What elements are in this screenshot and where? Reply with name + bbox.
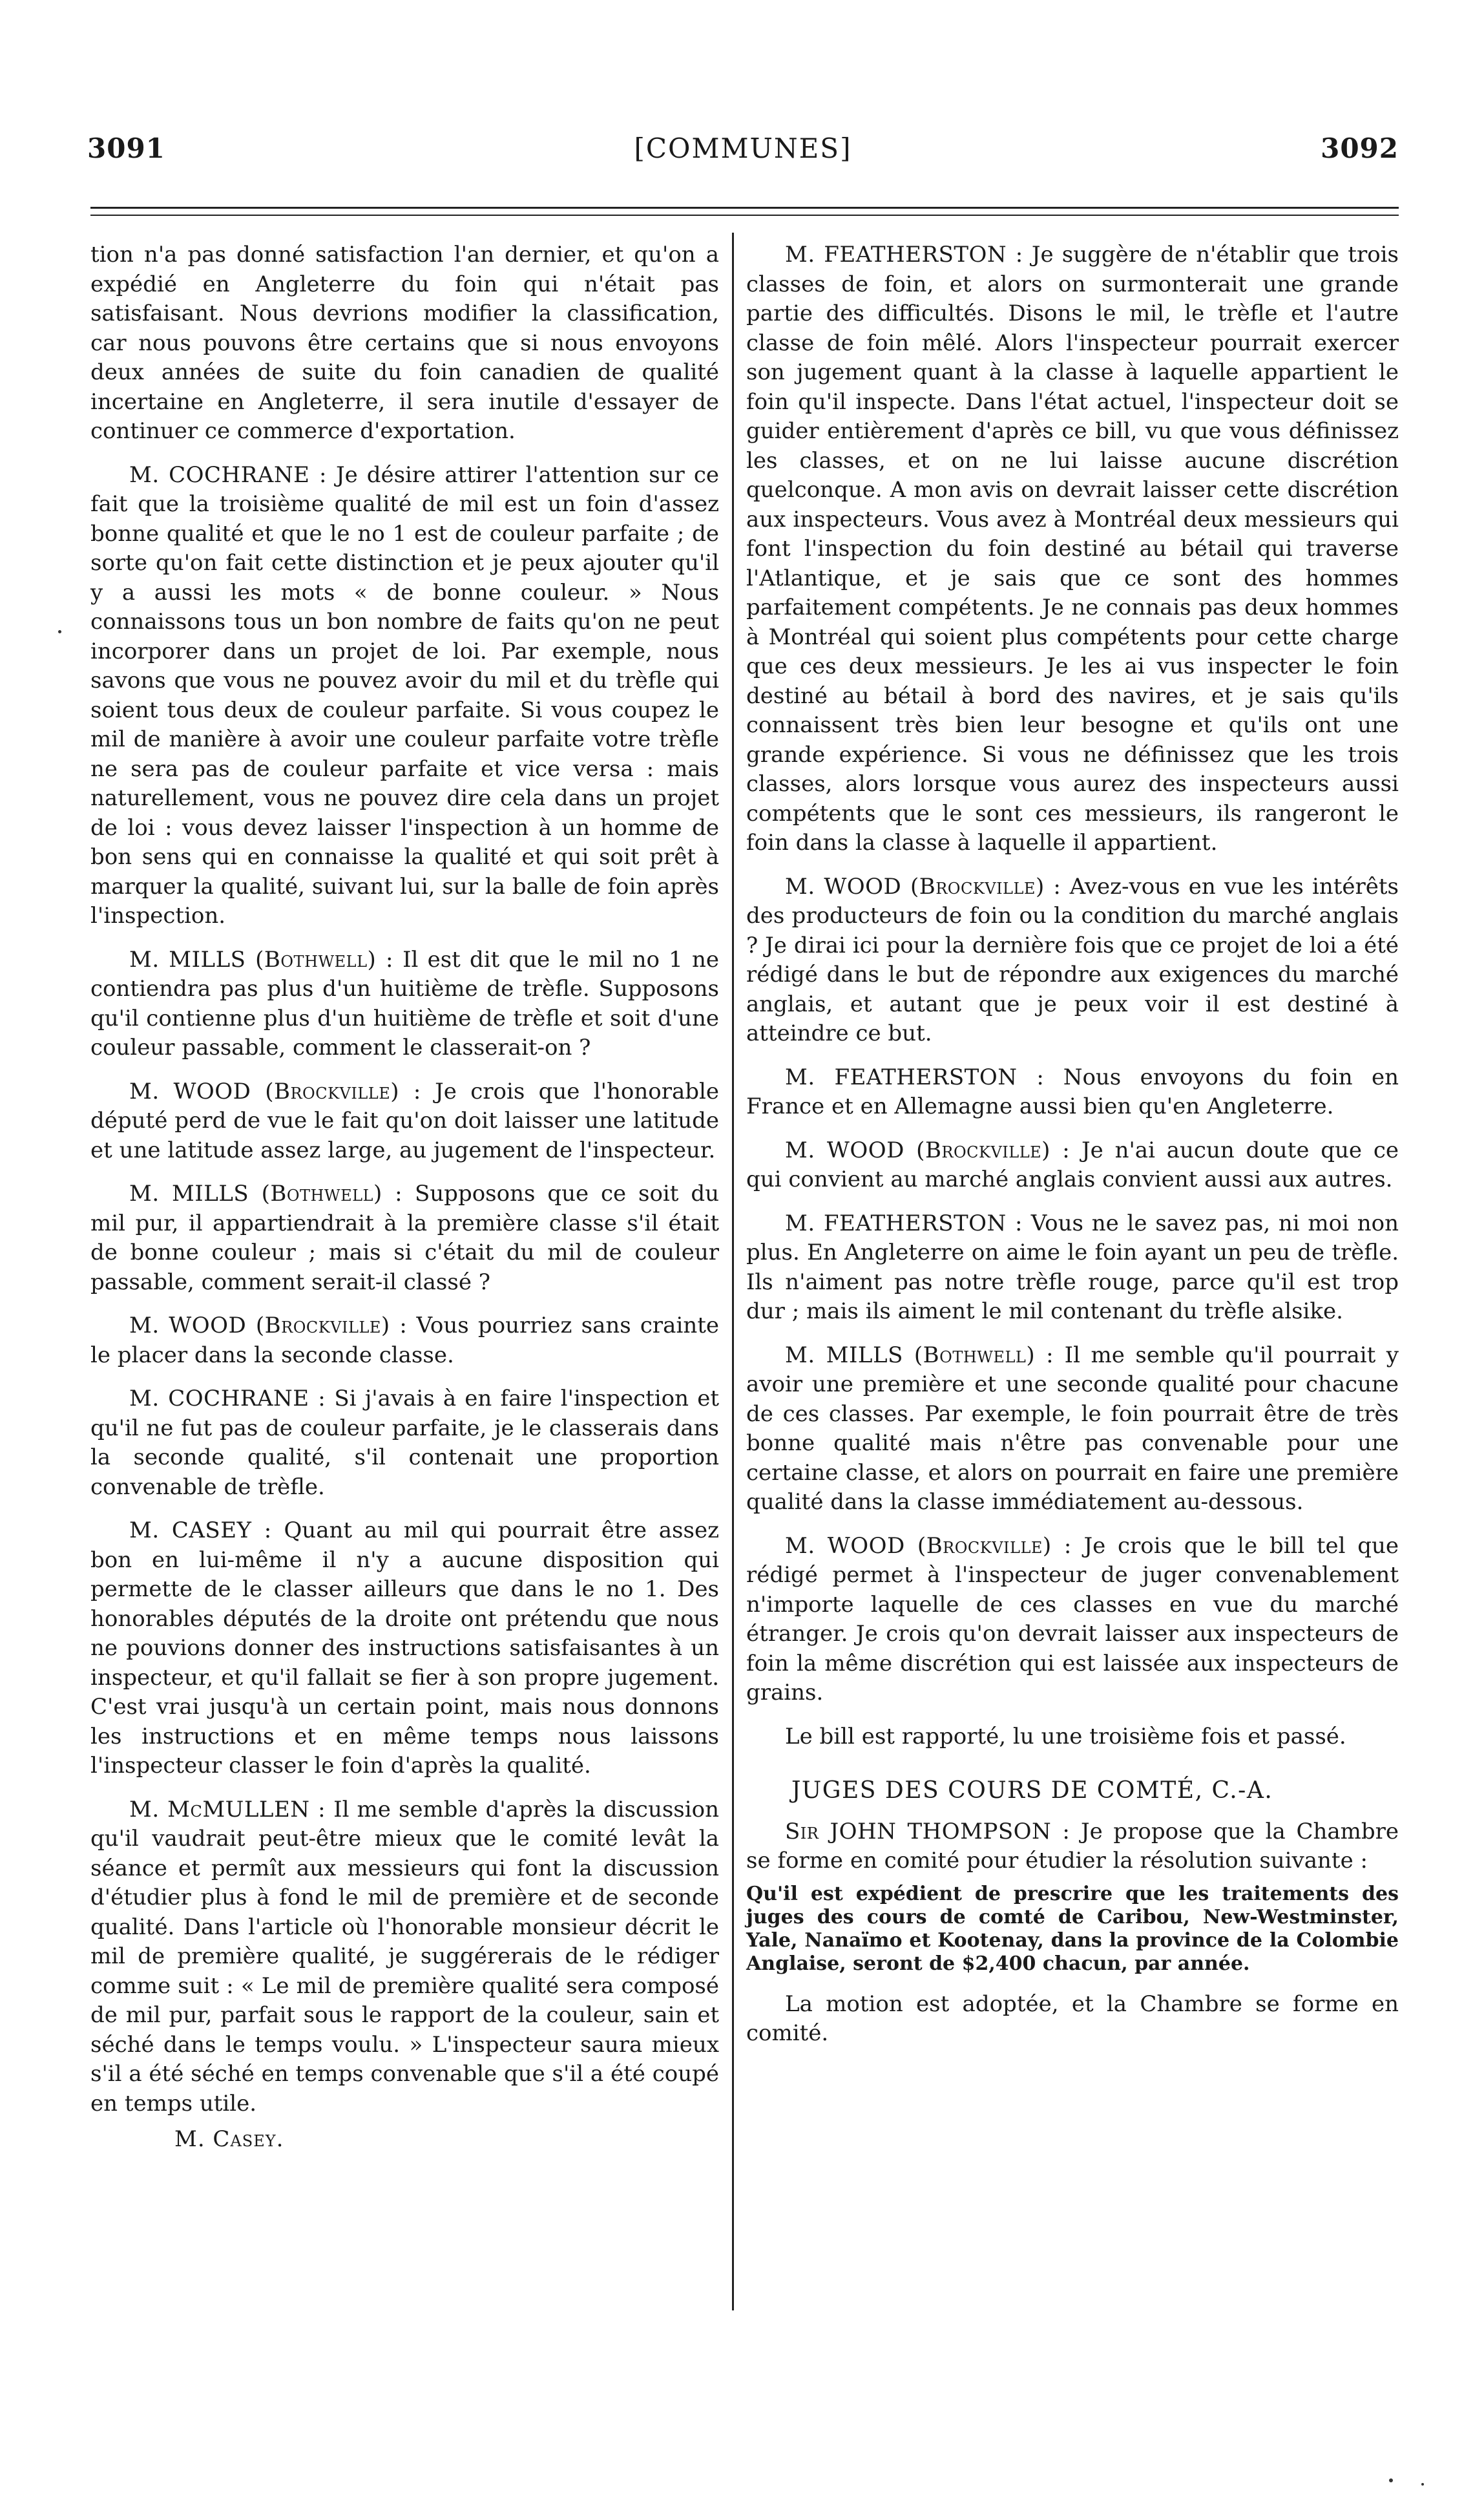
speech (90, 1795, 719, 2119)
speaker-name: M. CASEY : (129, 1517, 272, 1543)
speaker-name: M. WOOD (Brockville) : (129, 1313, 408, 1338)
speech-text: Supposons que ce soit du mil pur, il appartiendrait à la première classe s'il était de bonne couleur ; mais si c'était du mil de couleur passable, comment serait-il classé ? (90, 1181, 720, 1295)
speaker-name: Sir JOHN THOMPSON : (785, 1818, 1071, 1844)
speech (90, 1179, 719, 1297)
speech (746, 872, 1399, 1049)
speech (746, 1341, 1399, 1517)
speech-text: Je propose que la Chambre se forme en comité pour étudier la résolution suivante : (746, 1818, 1399, 1874)
speech (90, 1516, 719, 1781)
header-rule-top (90, 207, 1399, 209)
speech-text: Il me semble qu'il pourrait y avoir une première et une seconde qualité pour chacune de ces classes. Par exemple, le foin pourrait être de très bonne qualité mais n'être pas convenable pour une certaine classe, et alors on pourrait en faire une première qualité dans la classe immédiatement au-dessous. (746, 1342, 1399, 1515)
running-title: [COMMUNES] (634, 132, 852, 164)
speech-text: Je crois que le bill tel que rédigé permet à l'inspecteur de juger convenablement n'importe laquelle de ces classes en vue du marché étranger. Je crois qu'on devrait laisser aux inspecteurs de foin la même discrétion qui est laissée aux inspecteurs de grains. (746, 1532, 1399, 1706)
speaker-name: M. FEATHERSTON : (785, 1210, 1023, 1236)
signature: M. Casey. (174, 2126, 284, 2152)
section-title: JUGES DES COURS DE COMTÉ, C.-A. (791, 1777, 1273, 1804)
speaker-name: M. FEATHERSTON : (785, 242, 1023, 268)
speech-text: Avez-vous en vue les intérêts des producteurs de foin ou la condition du marché anglais ? Je dirai ici pour la dernière fois que ce projet de loi a été rédigé dans le but de répondre aux exigences du marché anglais, et autant que je peux voir il est destiné à atteindre ce but. (746, 873, 1399, 1046)
motion-adopted-note: La motion est adoptée, et la Chambre se forme en comité. (746, 1991, 1399, 2046)
speech-text: Il est dit que le mil no 1 ne contiendra pas plus d'un huitième de trèfle. Supposons qu'il contienne plus d'un huitième de trèfle et soit d'une couleur passable, comment le classerait-on ? (90, 946, 719, 1061)
speech (746, 1817, 1399, 1876)
column-divider (732, 233, 734, 2310)
speech (90, 1077, 719, 1166)
speech-text: Il me semble d'après la discussion qu'il vaudrait peut-être mieux que le comité levât la séance et permît aux messieurs qui font la discussion d'étudier plus à fond le mil de première et de seconde qualité. Dans l'article où l'honorable monsieur décrit le mil de première qualité, je suggérerais de le rédiger comme suit : « Le mil de première qualité sera composé de mil pur, parfait sous le rapport de la couleur, sain et séché dans le temps voulu. » L'inspecteur saura mieux s'il a été séché en temps convenable que s'il a été coupé en temps utile. (90, 1796, 719, 2117)
header-rule-bottom (90, 215, 1399, 216)
speaker-name: M. WOOD (Brockville) : (785, 1532, 1072, 1559)
speech (746, 240, 1399, 858)
speech-text: Je n'ai aucun doute que ce qui convient au marché anglais convient aussi aux autres. (746, 1137, 1399, 1192)
speaker-name: M. McMULLEN : (129, 1796, 326, 1822)
speech (746, 1136, 1399, 1195)
speech-text: Si j'avais à en faire l'inspection et qu'il ne fut pas de couleur parfaite, je le classerais dans la seconde qualité, s'il contenait une proportion convenable de trèfle. (90, 1386, 720, 1500)
speech-text: Quant au mil qui pourrait être assez bon en lui-même il n'y a aucune disposition qui permette de le classer ailleurs que dans le no 1. Des honorables députés de la droite ont prétendu que nous ne pouvions donner des instructions satisfaisantes à un inspecteur, et qu'il fallait se fier à son propre jugement. C'est vrai jusqu'à un certain point, mais nous donnons les instructions et en même temps nous laissons l'inspecteur classer le foin d'après la qualité. (90, 1517, 719, 1779)
resolution-text: Qu'il est expédient de prescrire que les traitements des juges des cours de comté de Caribou, New-Westminster, Yale, Nanaïmo et Kootenay, dans la province de la Colombie Anglaise, seront de $2,400 chacun, par année. (746, 1882, 1399, 1975)
page-header (87, 132, 1399, 171)
speaker-name: M. MILLS (Bothwell) : (785, 1342, 1054, 1368)
speech-text: Nous envoyons du foin en France et en Allemagne aussi bien qu'en Angleterre. (746, 1064, 1399, 1119)
speech (90, 1384, 719, 1502)
speech-text: Je crois que l'honorable député perd de vue le fait qu'on doit laisser une latitude et une latitude assez large, au jugement de l'inspecteur. (90, 1078, 719, 1163)
page-number-right: 3092 (1321, 132, 1399, 164)
speech (746, 1209, 1399, 1327)
speech (746, 1063, 1399, 1122)
speech-text: Vous pourriez sans crainte le placer dans la seconde classe. (90, 1313, 720, 1368)
paragraph (90, 240, 719, 447)
speech (90, 945, 719, 1063)
speaker-name: M. MILLS (Bothwell) : (129, 1181, 403, 1207)
speck-mark (1421, 2483, 1424, 2486)
speech-text: Je suggère de n'établir que trois classes de foin, et alors on surmonterait une grande partie des difficultés. Disons le mil, le trèfle et l'autre classe de foin mêlé. Alors l'inspecteur pourrait exercer son jugement quant à la classe à laquelle appartient le foin qu'il inspecte. Dans l'état actuel, l'inspecteur doit se guider entièrement d'après ce bill, vu que vous définissez les classes, et on ne lui laisse aucune discrétion quelconque. A mon avis on devrait laisser cette discrétion aux inspecteurs. Vous avez à Montréal deux messieurs qui font l'inspection du foin destiné au bétail qui traverse l'Atlantique, et je sais que ce sont des hommes parfaitement compétents. Je ne connais pas deux hommes à Montréal qui soient plus compétents pour cette charge que ces deux messieurs. Je les ai vus inspecter le foin destiné au bétail à bord des navires, et je sais qu'ils connaissent très bien leur besogne et qu'ils ont une grande expérience. Si vous ne définissez que les trois classes, alors lorsque vous aurez des inspecteurs aussi compétents que le sont ces messieurs, ils rangeront le foin dans la classe à laquelle il appartient. (746, 242, 1399, 856)
right-column (746, 240, 1399, 2063)
speck-mark (58, 630, 61, 633)
speaker-name: M. MILLS (Bothwell) : (129, 946, 393, 973)
left-column (90, 240, 719, 2169)
speck-mark (1389, 2478, 1393, 2482)
speech-text: Je désire attirer l'attention sur ce fait que la troisième qualité de mil est un foin d'assez bonne qualité et que le no 1 est de couleur parfaite ; de sorte qu'on fait cette distinction et je peux ajouter qu'il y a aussi les mots « de bonne couleur. » Nous connaissons tous un bon nombre de faits qu'on ne peut incorporer dans un projet de loi. Par exemple, nous savons que vous ne pouvez avoir du mil et du trèfle qui soient tous deux de couleur parfaite. Si vous coupez le mil de manière à avoir une couleur parfaite votre trèfle ne sera pas de couleur parfaite et vice versa : mais naturellement, vous ne pouvez dire cela dans un projet de loi : vous devez laisser l'inspection à un homme de bon sens qui en connaisse la qualité et qui soit prêt à marquer la qualité, suivant lui, sur la balle de foin après l'inspection. (90, 461, 719, 929)
paragraph-text: tion n'a pas donné satisfaction l'an dernier, et qu'on a expédié en Angleterre du foin qui n'était pas satisfaisant. Nous devrions modifier la classification, car nous pouvons être certains que si nous envoyons deux années de suite du foin canadien de qualité incertaine en Angleterre, il sera inutile d'essayer de continuer ce commerce d'exportation. (90, 242, 719, 444)
speaker-name: M. WOOD (Brockville) : (785, 873, 1061, 900)
speaker-name: M. COCHRANE : (129, 461, 327, 488)
speaker-name: M. WOOD (Brockville) : (785, 1137, 1071, 1163)
speech (90, 461, 719, 931)
speaker-name: M. FEATHERSTON : (785, 1064, 1045, 1090)
speaker-name: M. COCHRANE : (129, 1386, 326, 1411)
speech (90, 1311, 719, 1370)
speech (746, 1532, 1399, 1708)
speech-text: Vous ne le savez pas, ni moi non plus. En Angleterre on aime le foin ayant un peu de trèfle. Ils n'aiment pas notre trèfle rouge, parce qu'il est trop dur ; mais ils aiment le mil contenant du trèfle alsike. (746, 1210, 1399, 1324)
page-number-left: 3091 (87, 132, 165, 164)
bill-passed-note: Le bill est rapporté, lu une troisième fois et passé. (785, 1723, 1346, 1749)
speaker-name: M. WOOD (Brockville) : (129, 1078, 421, 1104)
